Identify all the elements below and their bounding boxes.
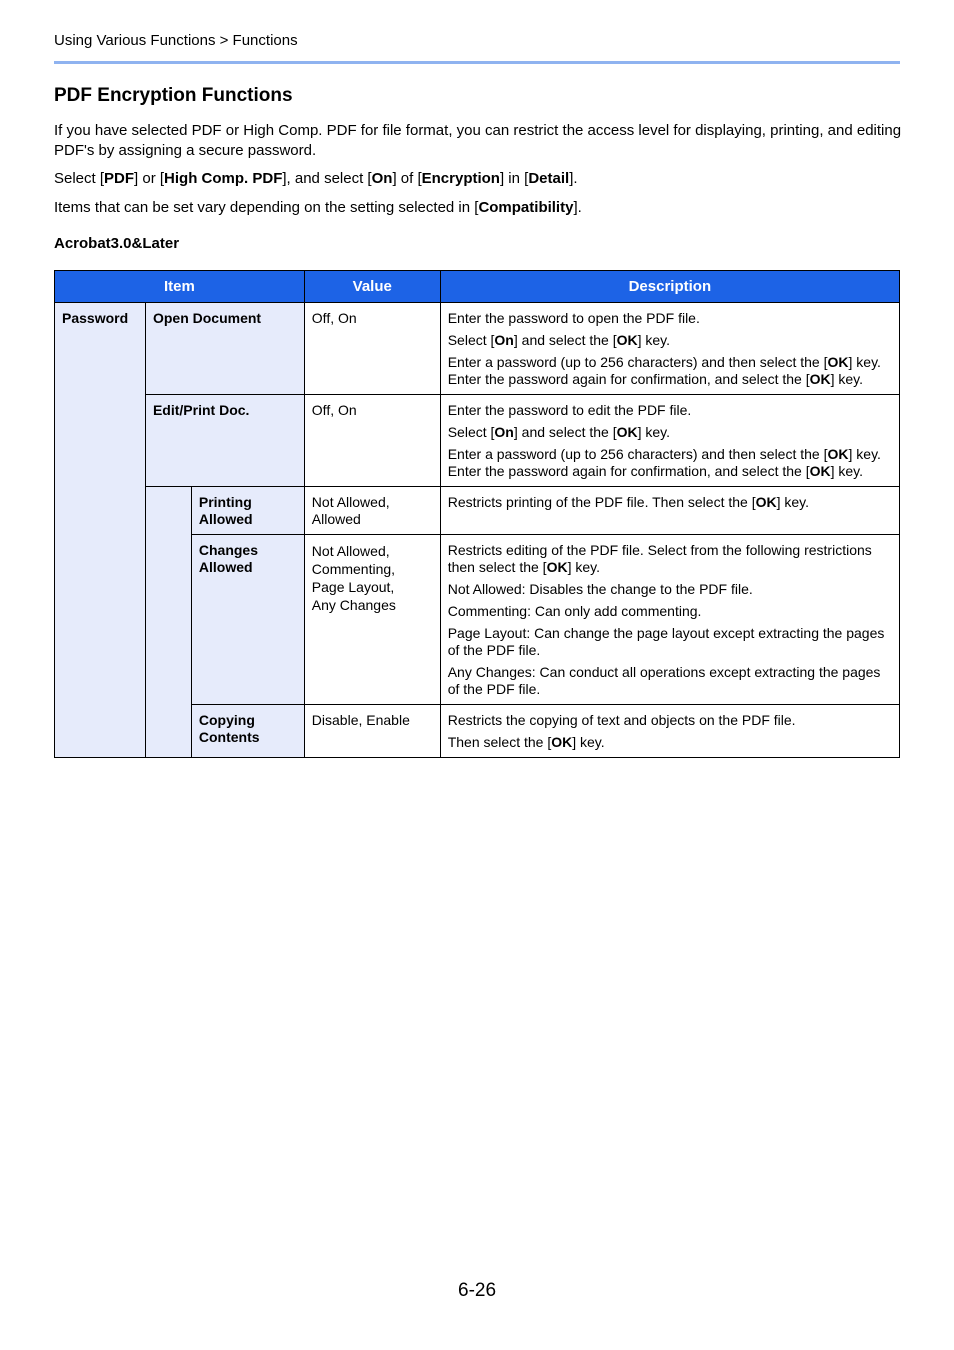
text-run: ]. bbox=[569, 170, 578, 187]
header-divider bbox=[54, 61, 900, 64]
bold-run: On bbox=[494, 332, 514, 348]
bold-run: OK bbox=[616, 424, 638, 440]
text-run: ] key. bbox=[572, 734, 605, 750]
table-row bbox=[55, 487, 900, 535]
table-row bbox=[55, 303, 900, 395]
text-run: Then select the [ bbox=[447, 734, 552, 750]
text-run: ] of [ bbox=[392, 170, 422, 187]
pdf-option: PDF bbox=[104, 170, 135, 187]
value-copying-contents: Disable, Enable bbox=[304, 705, 440, 758]
encryption-option: Encryption bbox=[421, 170, 500, 187]
description-printing-allowed bbox=[440, 487, 899, 535]
page-number: 6-26 bbox=[458, 1280, 497, 1301]
detail-option: Detail bbox=[528, 170, 570, 187]
value-line: Any Changes bbox=[311, 597, 396, 613]
description-line: Enter the password to open the PDF file. bbox=[447, 310, 700, 326]
high-comp-pdf-option: High Comp. PDF bbox=[164, 170, 283, 187]
value-line: Allowed bbox=[311, 511, 361, 527]
text-run: ] key. bbox=[830, 371, 864, 387]
bold-run: OK bbox=[551, 734, 573, 750]
compatibility-note bbox=[54, 198, 904, 218]
text-run: Items that can be set vary depending on the setting selected in [ bbox=[54, 199, 479, 216]
text-run: Restricts editing of the PDF file. Select from the following restrictions then select the [ bbox=[447, 542, 872, 575]
select-instruction bbox=[54, 169, 904, 189]
bold-run: OK bbox=[827, 354, 849, 370]
label-line: Allowed bbox=[198, 511, 253, 527]
text-run: ] and select the [ bbox=[513, 332, 617, 348]
text-run: Select [ bbox=[447, 424, 495, 440]
indent-spacer bbox=[145, 487, 191, 758]
value-line: Commenting, bbox=[311, 561, 396, 577]
text-run: ]. bbox=[573, 199, 582, 216]
subheading: Acrobat3.0&Later bbox=[54, 235, 180, 252]
label-line: Printing bbox=[198, 494, 252, 510]
value-line: Not Allowed, bbox=[311, 543, 390, 559]
bold-run: OK bbox=[616, 332, 638, 348]
value-edit-print-doc: Off, On bbox=[304, 395, 440, 487]
compatibility-option: Compatibility bbox=[478, 199, 574, 216]
header-description: Description bbox=[440, 271, 899, 303]
description-edit-print-doc bbox=[440, 395, 899, 487]
text-run: ] key. bbox=[637, 424, 671, 440]
table-header-row bbox=[55, 271, 900, 303]
text-run: ] key. Enter the password again for confirmation, and select the [ bbox=[447, 354, 881, 387]
bold-run: On bbox=[494, 424, 514, 440]
on-option: On bbox=[371, 170, 393, 187]
bold-run: OK bbox=[809, 371, 831, 387]
header-value: Value bbox=[304, 271, 440, 303]
description-line: Restricts the copying of text and objects on the PDF file. bbox=[447, 712, 796, 728]
table-row bbox=[55, 395, 900, 487]
label-line: Changes bbox=[198, 542, 258, 558]
item-open-document: Open Document bbox=[145, 303, 304, 395]
text-run: Select [ bbox=[447, 332, 495, 348]
description-line: Enter the password to edit the PDF file. bbox=[447, 402, 692, 418]
breadcrumb: Using Various Functions > Functions bbox=[54, 32, 298, 49]
value-line: Not Allowed, bbox=[311, 494, 390, 510]
item-password: Password bbox=[55, 303, 146, 758]
description-line bbox=[448, 542, 892, 576]
text-run: Restricts printing of the PDF file. Then select the [ bbox=[447, 494, 756, 510]
bold-run: OK bbox=[546, 559, 568, 575]
value-open-document: Off, On bbox=[304, 303, 440, 395]
text-run: ] key. bbox=[567, 559, 600, 575]
description-line bbox=[448, 446, 892, 480]
text-run: Enter a password (up to 256 characters) and then select the [ bbox=[447, 446, 828, 462]
description-line: Any Changes: Can conduct all operations except extracting the pages of the PDF file. bbox=[447, 664, 881, 697]
value-line: Page Layout, bbox=[311, 579, 395, 595]
section-title: PDF Encryption Functions bbox=[54, 85, 293, 106]
bold-run: OK bbox=[755, 494, 777, 510]
description-line bbox=[448, 354, 892, 388]
item-edit-print-doc: Edit/Print Doc. bbox=[145, 395, 304, 487]
text-run: ] key. bbox=[830, 463, 864, 479]
description-line: Commenting: Can only add commenting. bbox=[447, 603, 702, 619]
item-printing-allowed bbox=[191, 487, 304, 535]
text-run: ] key. Enter the password again for confirmation, and select the [ bbox=[447, 446, 881, 479]
description-copying-contents bbox=[440, 705, 899, 758]
bold-run: OK bbox=[809, 463, 831, 479]
item-copying-contents bbox=[191, 705, 304, 758]
value-printing-allowed bbox=[304, 487, 440, 535]
text-run: ] key. bbox=[776, 494, 810, 510]
bold-run: OK bbox=[827, 446, 849, 462]
value-changes-allowed bbox=[304, 535, 440, 705]
description-line: Not Allowed: Disables the change to the PDF file. bbox=[447, 581, 753, 597]
item-changes-allowed bbox=[191, 535, 304, 705]
text-run: Select [ bbox=[54, 170, 105, 187]
text-run: ], and select [ bbox=[282, 170, 372, 187]
settings-table bbox=[54, 270, 900, 758]
description-line bbox=[448, 734, 892, 751]
text-run: ] in [ bbox=[499, 170, 529, 187]
description-open-document bbox=[440, 303, 899, 395]
text-run: ] key. bbox=[637, 332, 671, 348]
description-line bbox=[448, 332, 892, 349]
description-line bbox=[448, 494, 892, 511]
text-run: ] and select the [ bbox=[513, 424, 617, 440]
text-run: Enter a password (up to 256 characters) and then select the [ bbox=[447, 354, 828, 370]
description-line: Page Layout: Can change the page layout except extracting the pages of the PDF file. bbox=[447, 625, 885, 658]
header-item: Item bbox=[55, 271, 305, 303]
label-line: Contents bbox=[198, 729, 260, 745]
intro-paragraph: If you have selected PDF or High Comp. PDF for file format, you can restrict the access level for displaying, printing, and editing PDF's by assigning a secure password. bbox=[54, 122, 902, 159]
label-line: Copying bbox=[198, 712, 255, 728]
text-run: ] or [ bbox=[134, 170, 165, 187]
description-changes-allowed bbox=[440, 535, 899, 705]
label-line: Allowed bbox=[198, 559, 253, 575]
description-line bbox=[448, 424, 892, 441]
